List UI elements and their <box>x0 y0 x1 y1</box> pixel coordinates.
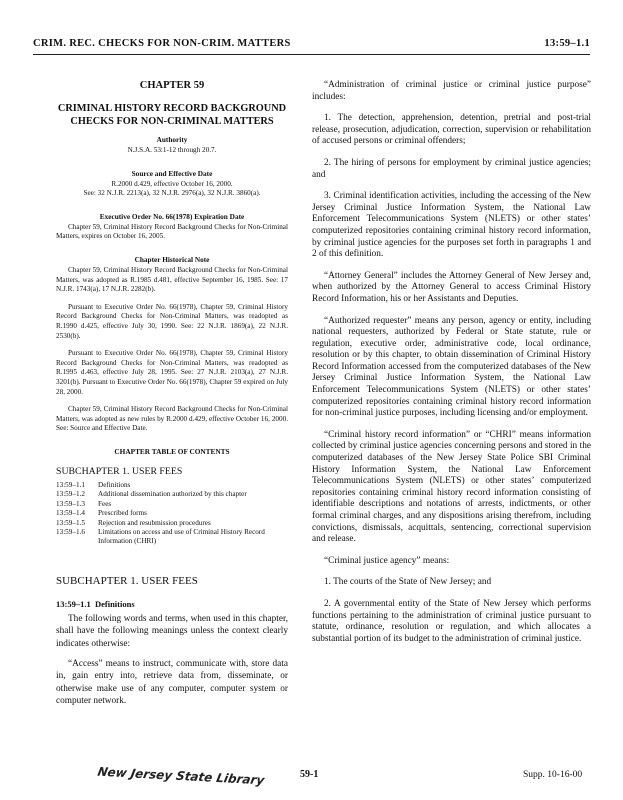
toc-item: 13:59–1.3 Fees <box>56 499 112 508</box>
toc-item: 13:59–1.1 Definitions <box>56 480 131 489</box>
eo-text: Chapter 59, Criminal History Record Background Checks for Non-Criminal Matters, expires on October 16, 2005. <box>56 222 288 241</box>
subchapter-heading: SUBCHAPTER 1. USER FEES <box>56 574 198 587</box>
right-column <box>312 80 591 655</box>
historical-note-heading: Chapter Historical Note <box>134 254 210 264</box>
toc-item: 13:59–1.5 Rejection and resubmission procedures <box>56 518 211 527</box>
agency-item-1: 1. The courts of the State of New Jersey; and <box>324 577 492 588</box>
running-header <box>33 38 590 54</box>
authority-heading: Authority <box>156 135 188 144</box>
library-stamp: New Jersey State Library <box>96 764 266 788</box>
table-of-contents <box>56 481 288 547</box>
admin-item-1: 1. The detection, apprehension, detention, pretrial and post-trial release, prosecution, adjudication, correction, supervision or rehabilitation of accused persons or criminal offenders; <box>312 113 591 147</box>
admin-item-2: 2. The hiring of persons for employment by criminal justice agencies; and <box>312 157 591 180</box>
toc-item: 13:59–1.2 Additional dissemination authorized by this chapter <box>56 490 247 499</box>
left-column <box>56 80 288 716</box>
eo-heading: Executive Order No. 66(1978) Expiration Date <box>99 211 245 221</box>
source-text-2: See: 32 N.J.R. 2213(a), 32 N.J.R. 2976(a), 32 N.J.R. 3860(a). <box>83 189 261 198</box>
definition-attorney-general: “Attorney General” includes the Attorney General of New Jersey and, when authorized by the Attorney General to access Criminal History Record Information, his or her Assistants and Deputies. <box>312 270 591 304</box>
definition-admin-criminal-justice: “Administration of criminal justice or criminal justice purpose” includes: <box>312 80 591 102</box>
header-rule <box>33 54 590 55</box>
authority-text: N.J.S.A. 53:1-12 through 20.7. <box>127 146 217 154</box>
page-number: 59-1 <box>300 769 319 780</box>
supplement-date: Supp. 10-16-00 <box>523 770 583 780</box>
chapter-title: CRIMINAL HISTORY RECORD BACKGROUND CHECKS FOR NON-CRIMINAL MATTERS <box>57 103 287 127</box>
historical-note-p2: Pursuant to Executive Order No. 66(1978), Chapter 59, Criminal History Record Background Checks for Non-Criminal Matters, was readopted as R.1990 d.425, effective July 30, 1990. See: 22 N.J.R. 1869(a), 22 N.J.R. 2530(b). <box>56 302 288 340</box>
toc-heading: CHAPTER TABLE OF CONTENTS <box>114 446 230 456</box>
source-text-1: R.2000 d.429, effective October 16, 2000. <box>111 179 233 188</box>
definition-access: “Access” means to instruct, communicate with, store data in, gain entry into, retrieve data from, disseminate, or otherwise make use of any computer, computer system or computer network. <box>56 658 288 707</box>
chapter-number: CHAPTER 59 <box>139 80 205 91</box>
definition-criminal-justice-agency: “Criminal justice agency” means: <box>324 555 450 566</box>
historical-note-p3: Pursuant to Executive Order No. 66(1978), Chapter 59, Criminal History Record Background Checks for Non-Criminal Matters, was readopted as R.1995 d.463, effective July 28, 1995. See: 27 N.J.R. 2103(a), 27 N.J.R. 3201(b). Pursuant to Executive Order No. 66(1978), Chapter 59 expired on July 28, 2000. <box>56 349 288 396</box>
historical-note-p4: Chapter 59, Criminal History Record Background Checks for Non-Criminal Matters, was adopted as new rules by R.2000 d.429, effective October 16, 2000. See: Source and Effective Date. <box>56 405 288 433</box>
historical-note-p1: Chapter 59, Criminal History Record Background Checks for Non-Criminal Matters, was adopted as R.1985 d.481, effective September 16, 1985. See: 17 N.J.R. 1743(a), 17 N.J.R. 2282(b). <box>56 265 288 294</box>
toc-subchapter: SUBCHAPTER 1. USER FEES <box>56 465 183 477</box>
toc-item: 13:59–1.6 Limitations on access and use of Criminal History Record Information (CHRI) <box>56 527 265 546</box>
header-title: CRIM. REC. CHECKS FOR NON-CRIM. MATTERS <box>33 38 291 49</box>
definitions-intro: The following words and terms, when used in this chapter, shall have the following meanings unless the context clearly indicates otherwise: <box>56 613 288 649</box>
agency-item-2: 2. A governmental entity of the State of New Jersey which performs functions pertaining to the administration of criminal justice pursuant to statute, ordinance, resolution or regulation, and which allocates a substantial portion of its budget to the administration of criminal justice. <box>312 598 591 644</box>
admin-item-3: 3. Criminal identification activities, including the accessing of the New Jersey Criminal Justice Information System, the National Law Enforcement Telecommunications System (NLETS) or other states’ computerized repositories containing criminal history record information, by criminal justice agencies for the purposes set forth in paragraphs 1 and 2 of this definition. <box>312 191 591 260</box>
definition-authorized-requester: “Authorized requester” means any person, agency or entity, including national requesters, authorized by Federal or State statute, rule or regulation, executive order, administrative code, local ordinance, resolution or by this chapter, to obtain dissemination of Criminal History Record Information accessed from the computerized databases of the New Jersey Criminal Justice Information System, the National Law Enforcement Telecommunications System (NLETS) or other states’ computerized repositories containing criminal history record information for non-criminal justice purposes, including licensing and/or employment. <box>312 315 591 419</box>
source-heading: Source and Effective Date <box>131 168 213 178</box>
header-section-number: 13:59–1.1 <box>544 38 590 49</box>
section-heading: 13:59–1.1 Definitions <box>56 598 135 609</box>
toc-item: 13:59–1.4 Prescribed forms <box>56 509 147 518</box>
definition-chri: “Criminal history record information” or “CHRI” means information collected by criminal justice agencies concerning persons and stored in the computerized databases of the New Jersey State Police SBI Criminal History Information System, the National Law Enforcement Telecommunications System (NLETS) or other states’ computerized repositories containing criminal history record information consisting of identifiable descriptions and notations of arrests, indictments, or other formal criminal charges, and any dispositions arising therefrom, including convictions, dismissals, acquittals, sentencing, correctional supervision and release. <box>312 429 591 545</box>
